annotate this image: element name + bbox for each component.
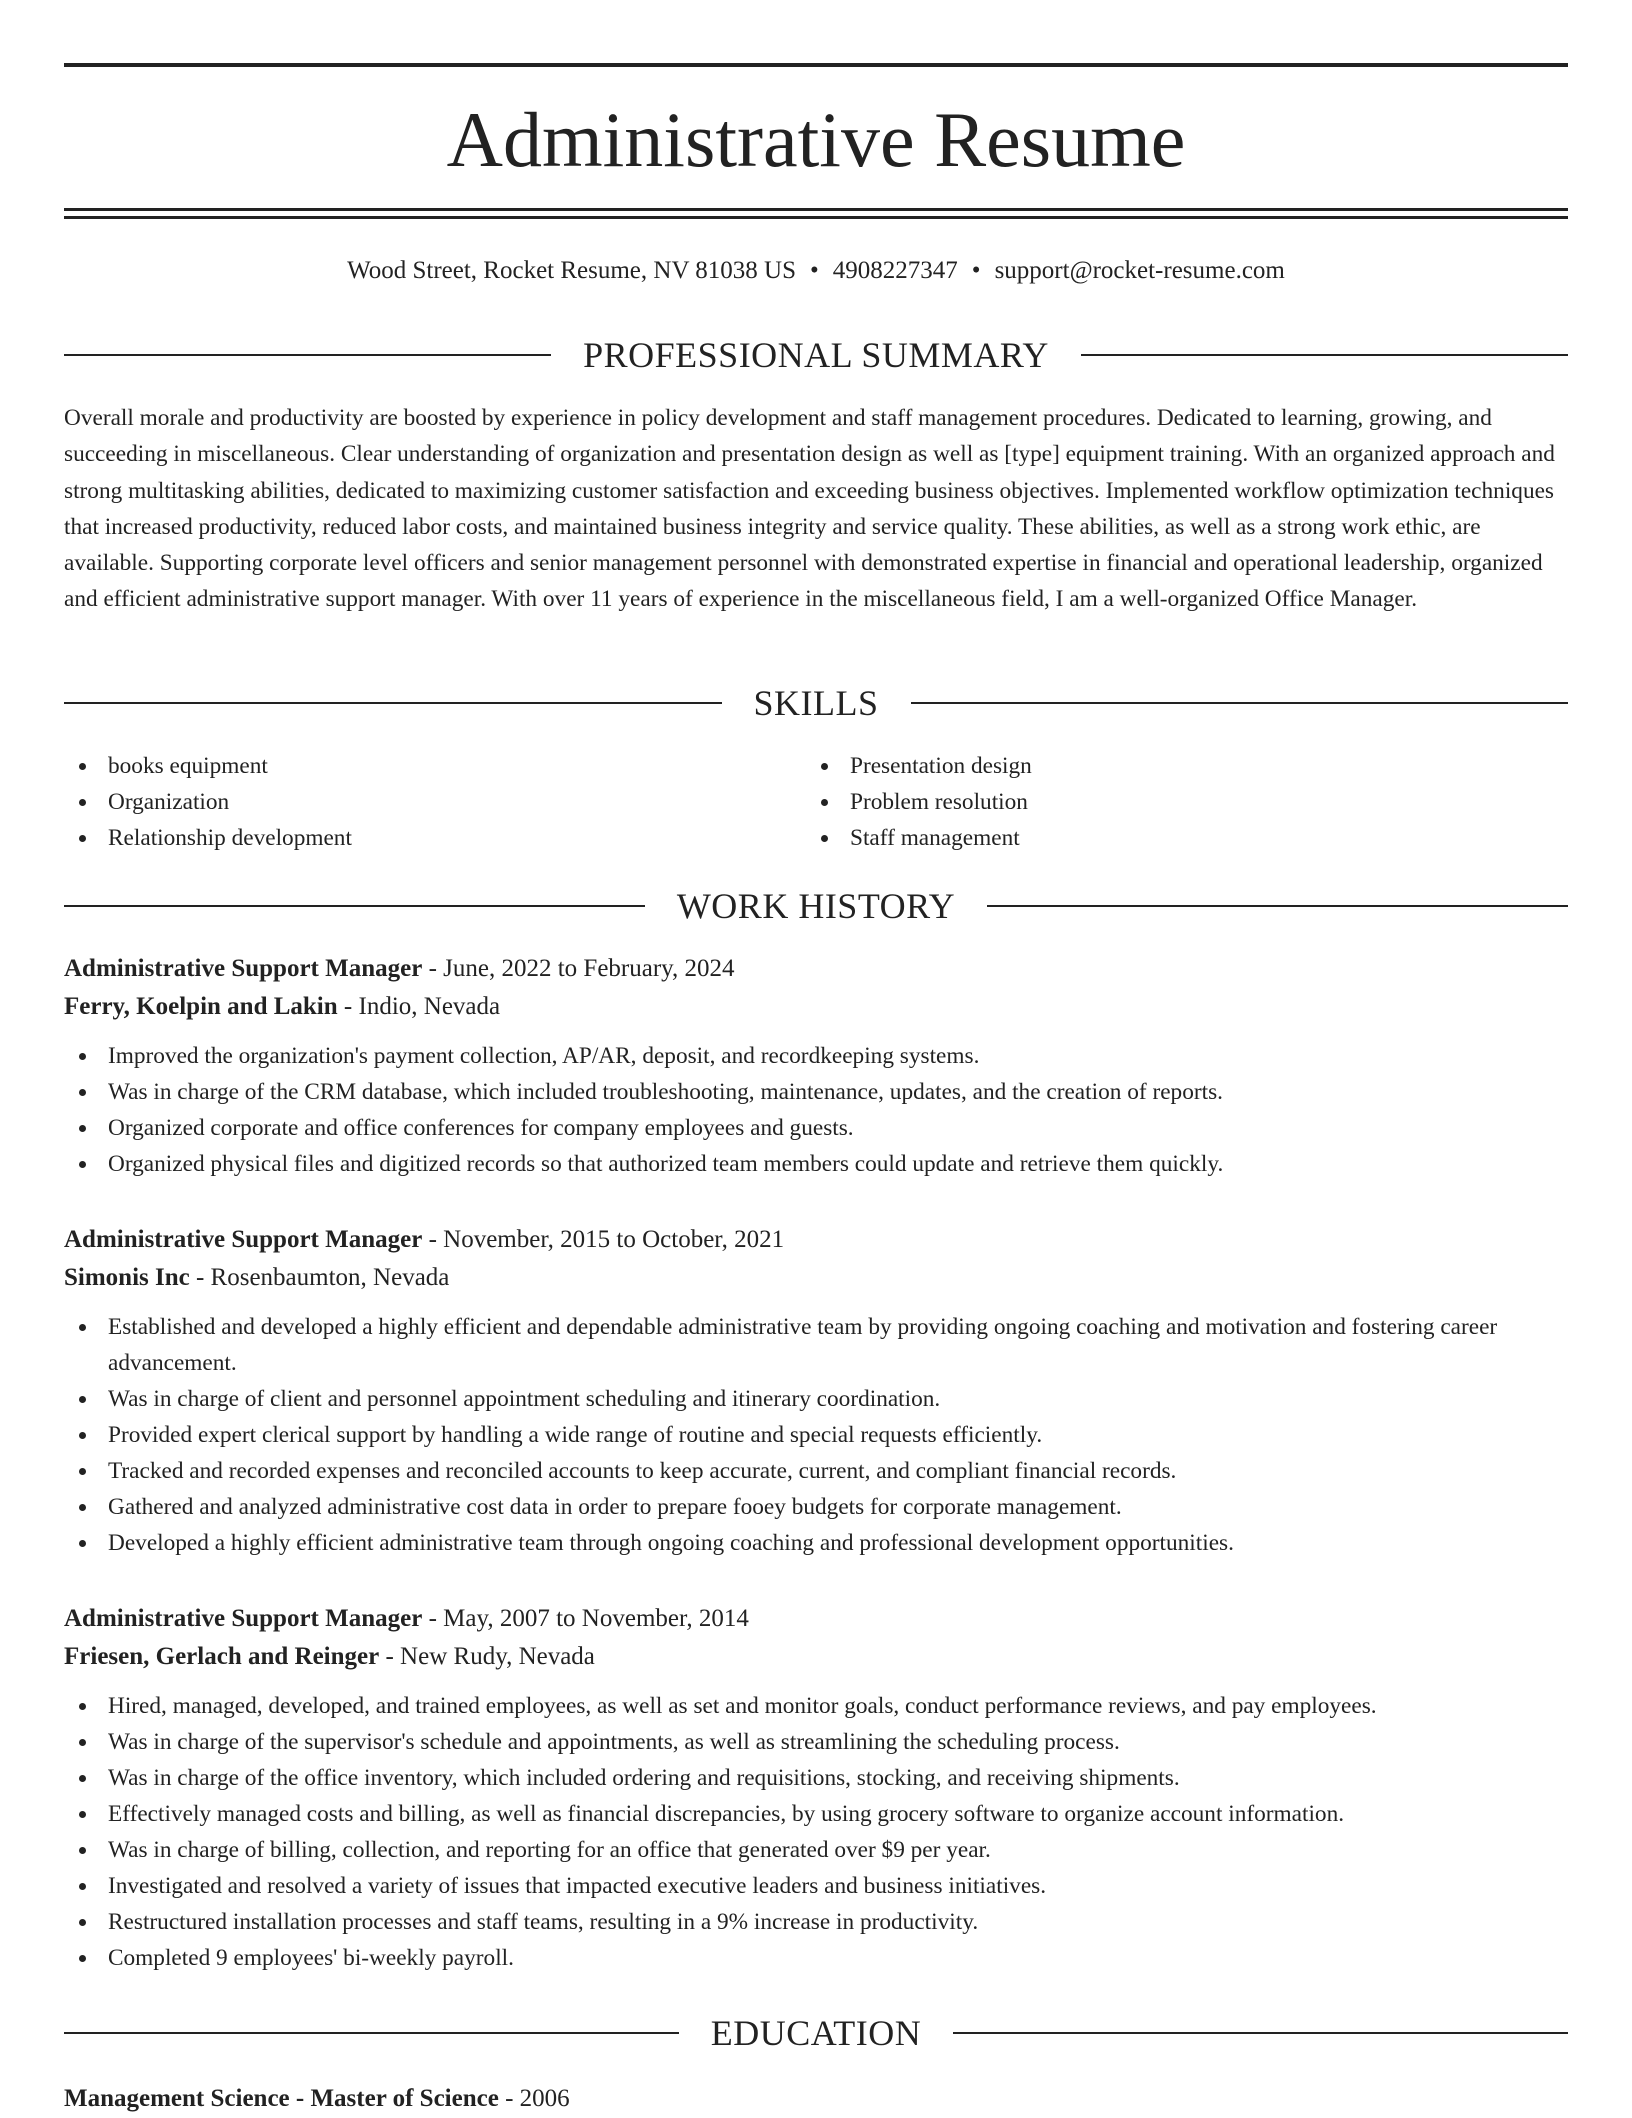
job-dates: - May, 2007 to November, 2014 [422,1605,749,1632]
job-dates: - November, 2015 to October, 2021 [422,1226,785,1253]
job-bullets [64,1309,1568,1561]
resume-name: Administrative Resume [446,96,1186,183]
skill-item: books equipment [64,748,806,784]
section-heading-summary [64,333,1568,377]
section-heading-work [64,884,1568,928]
summary-paragraph: Overall morale and productivity are boosted by experience in policy development and staff management procedures. Dedicated to learning, growing, and succeeding in miscellaneous. Clear understanding of organization and presentation design as well as [type] equipment training. With an organized approach and strong multitasking abilities, dedicated to maximizing customer satisfaction and exceeding business objectives. Implemented workflow optimization techniques that increased productivity, reduced labor costs, and maintained business integrity and service quality. These abilities, as well as a strong work ethic, are available. Supporting corporate level officers and senior management personnel with demonstrated expertise in financial and operational leadership, organized and efficient administrative support manager. With over 11 years of experience in the miscellaneous field, I am a well-organized Office Manager. [64,405,1555,613]
skills-list [64,748,1568,856]
education-degree: Management Science - Master of Science [64,2085,499,2112]
job-company-line [64,1638,1568,1676]
skill-item: Staff management [806,820,1548,856]
job-bullet: Effectively managed costs and billing, as well as financial discrepancies, by using grocery software to organize account information. [64,1796,1568,1832]
header-rule-lower [64,216,1568,219]
section-title: WORK HISTORY [676,886,956,926]
contact-line [64,254,1568,288]
job-dates: - June, 2022 to February, 2024 [422,955,735,982]
job-bullet: Investigated and resolved a variety of issues that impacted executive leaders and business initiatives. [64,1868,1568,1904]
job-bullet: Improved the organization's payment collection, AP/AR, deposit, and recordkeeping systems. [64,1038,1568,1074]
job-company-line [64,988,1568,1026]
top-rule [64,63,1568,67]
job-bullet: Was in charge of the office inventory, which included ordering and requisitions, stocking, and receiving shipments. [64,1760,1568,1796]
skill-item: Presentation design [806,748,1548,784]
section-heading-education [64,2011,1568,2055]
job-location: - New Rudy, Nevada [379,1643,595,1670]
job-title: Administrative Support Manager [64,955,423,982]
job-company: Friesen, Gerlach and Reinger [64,1643,380,1670]
job-bullet: Organized corporate and office conferences for company employees and guests. [64,1110,1568,1146]
education-entry [64,2080,1568,2118]
job-title-line [64,1221,1568,1259]
job-entry [64,1600,1568,1976]
job-company-line [64,1259,1568,1297]
section-title: SKILLS [753,683,879,723]
education-year: - 2006 [498,2085,570,2112]
job-bullet: Gathered and analyzed administrative cost data in order to prepare fooey budgets for corporate management. [64,1489,1568,1525]
job-bullets [64,1038,1568,1182]
job-bullet: Was in charge of the supervisor's schedule and appointments, as well as streamlining the scheduling process. [64,1724,1568,1760]
heading-rule-left [64,354,551,356]
job-company: Ferry, Koelpin and Lakin [64,993,338,1020]
contact-separator: • [810,257,819,284]
job-bullet: Was in charge of client and personnel appointment scheduling and itinerary coordination. [64,1381,1568,1417]
heading-rule-right [987,905,1568,907]
job-title-line [64,1600,1568,1638]
job-bullet: Established and developed a highly efficient and dependable administrative team by providing ongoing coaching and motivation and fostering career advancement. [64,1309,1568,1381]
header-rule-upper [64,208,1568,211]
job-bullet: Was in charge of the CRM database, which included troubleshooting, maintenance, updates, and the creation of reports. [64,1074,1568,1110]
job-bullet: Provided expert clerical support by handling a wide range of routine and special requests efficiently. [64,1417,1568,1453]
heading-rule-left [64,702,722,704]
job-bullet: Organized physical files and digitized records so that authorized team members could update and retrieve them quickly. [64,1146,1568,1182]
job-bullet: Was in charge of billing, collection, and reporting for an office that generated over $9 per year. [64,1832,1568,1868]
job-company: Simonis Inc [64,1264,190,1291]
heading-rule-right [953,2032,1568,2034]
skill-item: Relationship development [64,820,806,856]
contact-phone: 4908227347 [832,257,958,284]
job-bullet: Completed 9 employees' bi-weekly payroll. [64,1940,1568,1976]
job-bullets [64,1688,1568,1976]
contact-address: Wood Street, Rocket Resume, NV 81038 US [347,257,797,284]
heading-rule-left [64,2032,679,2034]
job-entry [64,1221,1568,1561]
job-location: - Rosenbaumton, Nevada [189,1264,450,1291]
heading-rule-right [911,702,1569,704]
contact-separator: • [971,257,981,284]
skill-item: Problem resolution [806,784,1548,820]
skills-column-right [806,748,1548,856]
heading-rule-right [1081,354,1568,356]
skills-column-left [64,748,806,856]
job-bullet: Tracked and recorded expenses and reconciled accounts to keep accurate, current, and compliant financial records. [64,1453,1568,1489]
contact-email: support@rocket-resume.com [994,257,1285,284]
job-title: Administrative Support Manager [64,1226,423,1253]
heading-rule-left [64,905,645,907]
skill-item: Organization [64,784,806,820]
job-title-line [64,950,1568,988]
job-location: - Indio, Nevada [337,993,501,1020]
job-bullet: Hired, managed, developed, and trained employees, as well as set and monitor goals, conduct performance reviews, and pay employees. [64,1688,1568,1724]
job-title: Administrative Support Manager [64,1605,423,1632]
job-entry [64,950,1568,1182]
section-title: EDUCATION [710,2013,922,2053]
section-heading-skills [64,681,1568,725]
job-bullet: Restructured installation processes and staff teams, resulting in a 9% increase in productivity. [64,1904,1568,1940]
section-title: PROFESSIONAL SUMMARY [583,335,1049,375]
job-bullet: Developed a highly efficient administrative team through ongoing coaching and professional development opportunities. [64,1525,1568,1561]
